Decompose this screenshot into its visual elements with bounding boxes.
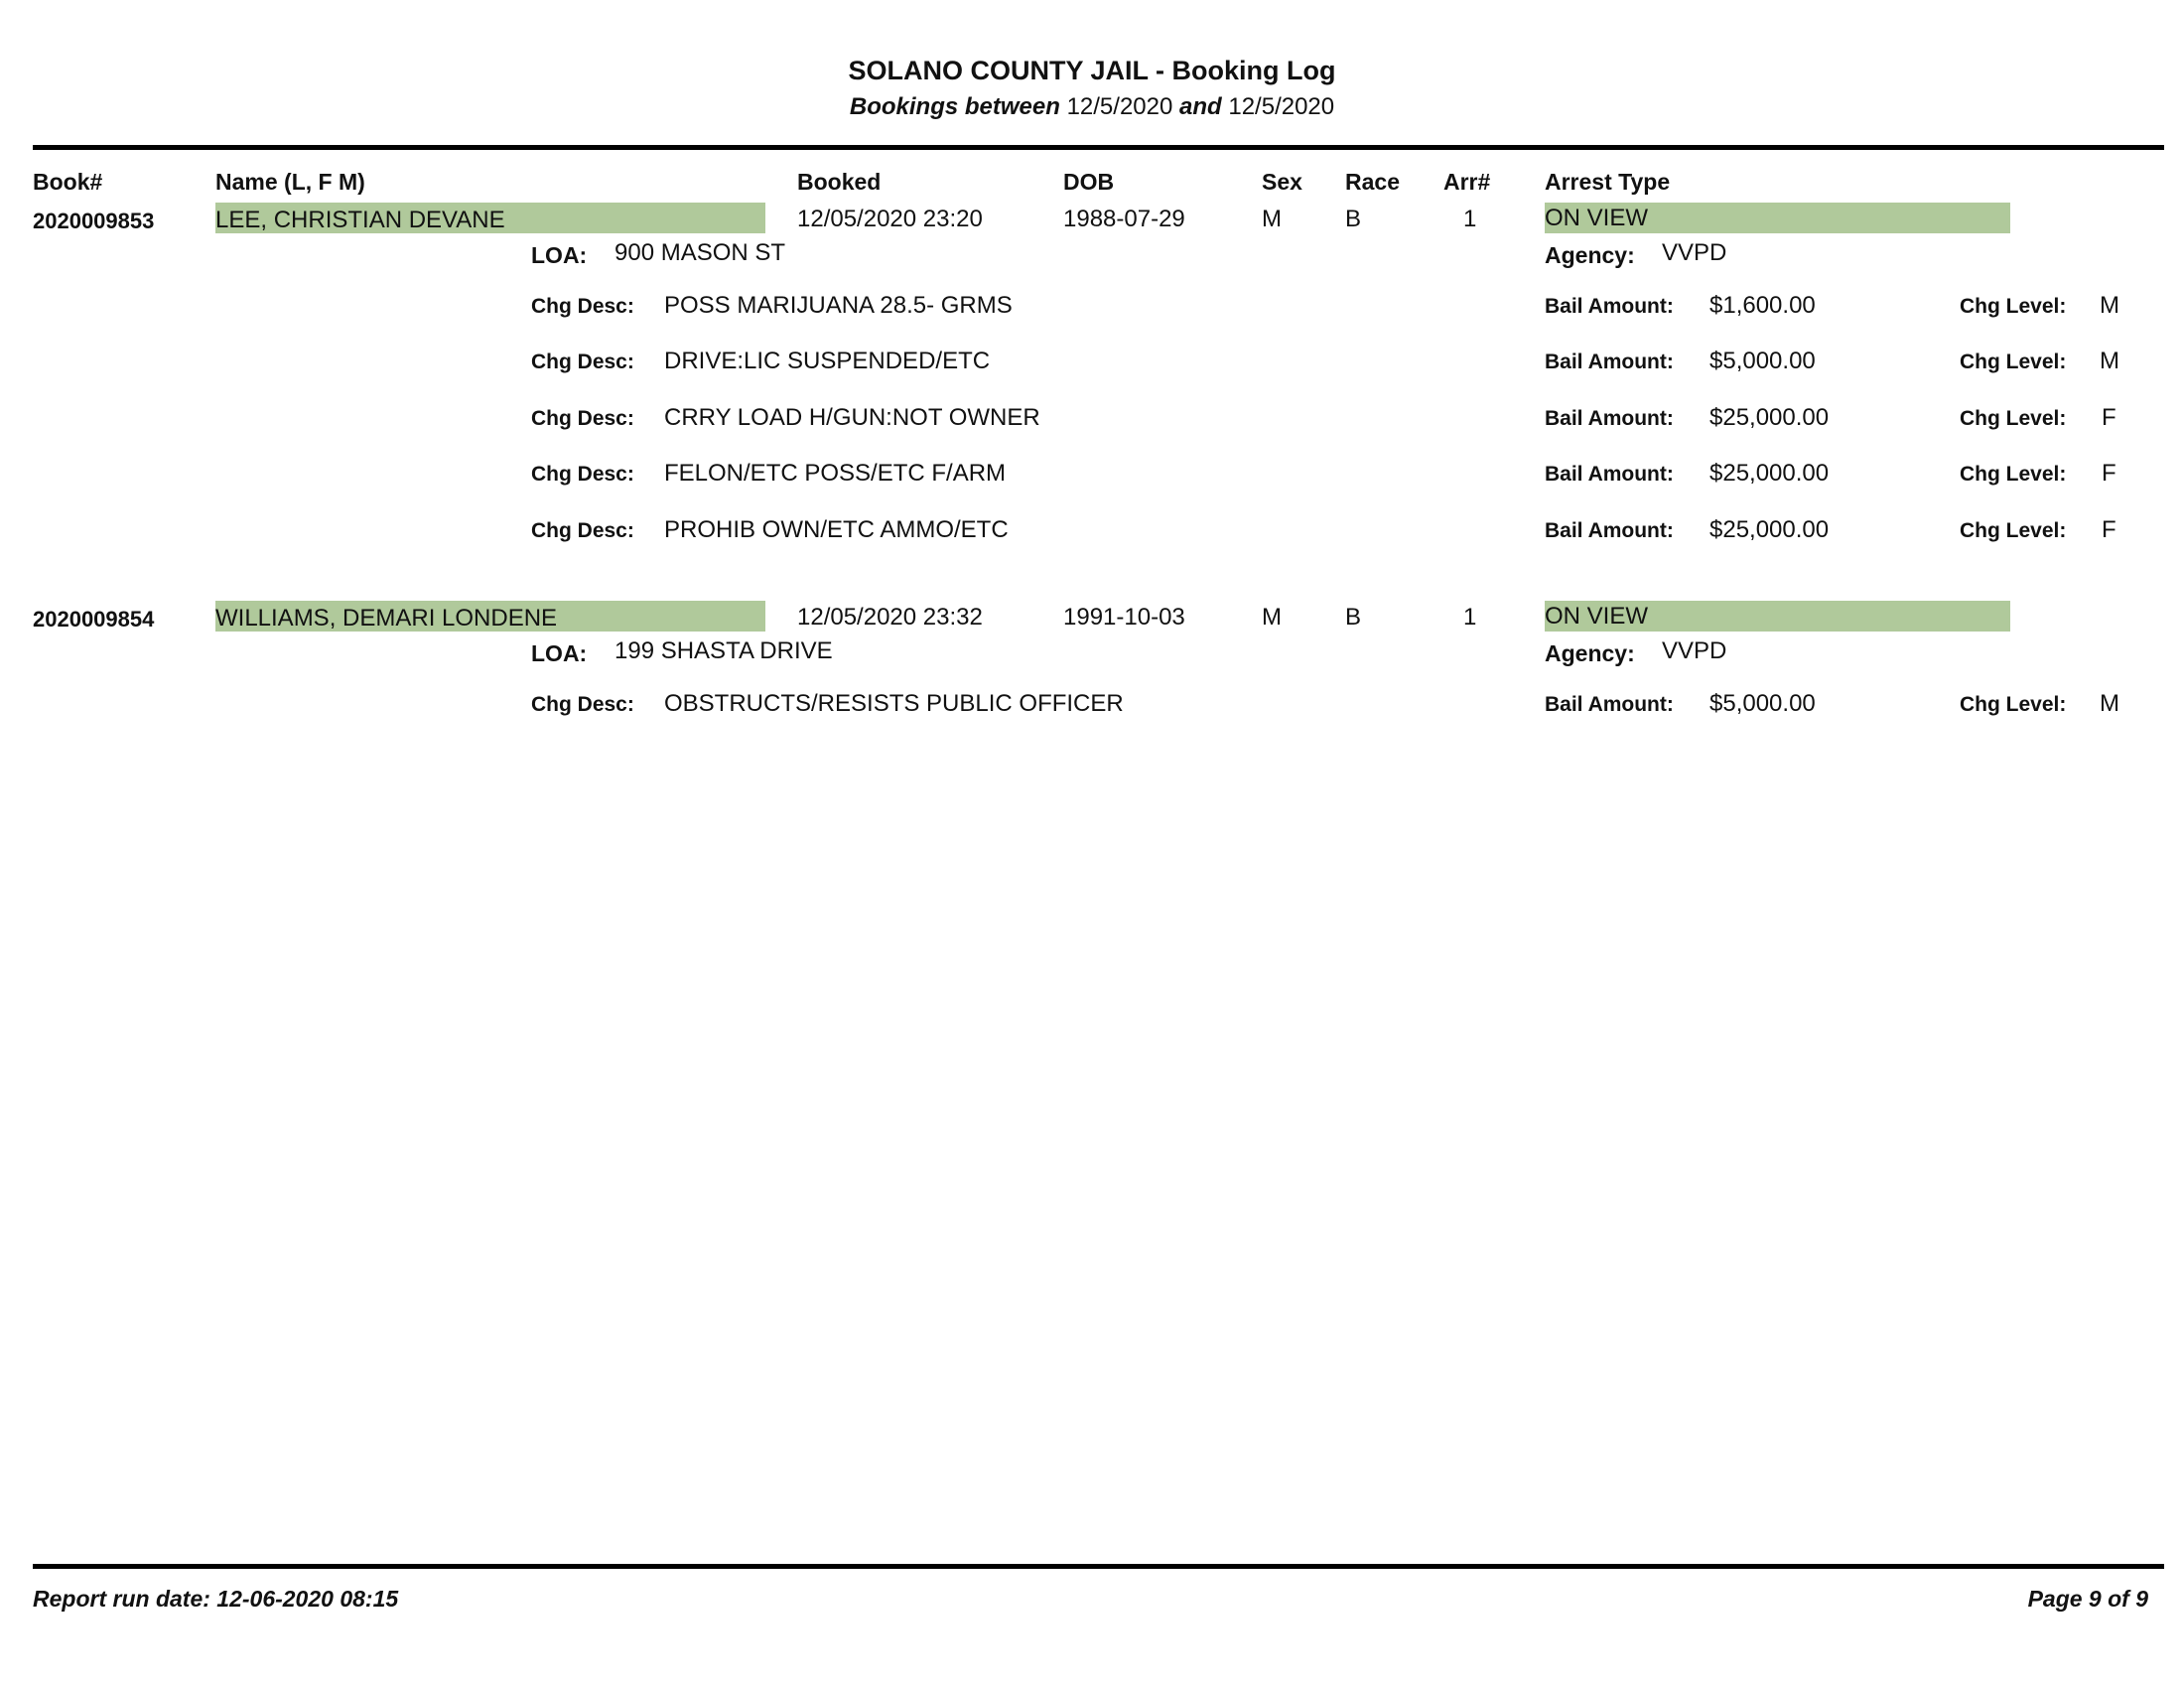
loa-value: 199 SHASTA DRIVE bbox=[614, 637, 833, 664]
chg-desc-label: Chg Desc: bbox=[531, 295, 634, 318]
bail-amount: $5,000.00 bbox=[1709, 690, 1816, 717]
chg-level-label: Chg Level: bbox=[1960, 351, 2067, 373]
bail-amount: $25,000.00 bbox=[1709, 404, 1830, 431]
chg-level: F bbox=[2102, 460, 2116, 487]
subtitle-and: and bbox=[1179, 93, 1222, 120]
chg-level: M bbox=[2100, 292, 2119, 319]
bail-amount: $25,000.00 bbox=[1709, 460, 1830, 487]
col-header-sex: Sex bbox=[1262, 169, 1302, 195]
dob: 1991-10-03 bbox=[1063, 604, 1185, 631]
chg-desc-label: Chg Desc: bbox=[531, 463, 634, 486]
page-number: Page 9 of 9 bbox=[2027, 1586, 2148, 1612]
agency-value: VVPD bbox=[1662, 239, 1727, 266]
dob: 1988-07-29 bbox=[1063, 206, 1185, 232]
agency-value: VVPD bbox=[1662, 637, 1727, 664]
chg-level: F bbox=[2102, 404, 2116, 431]
chg-desc: FELON/ETC POSS/ETC F/ARM bbox=[664, 460, 1007, 487]
loa-label: LOA: bbox=[531, 242, 588, 268]
chg-desc-label: Chg Desc: bbox=[531, 407, 634, 430]
bail-amount-label: Bail Amount: bbox=[1545, 351, 1674, 373]
bail-amount-label: Bail Amount: bbox=[1545, 519, 1674, 542]
race: B bbox=[1345, 206, 1362, 232]
bail-amount-label: Bail Amount: bbox=[1545, 693, 1674, 716]
chg-desc: DRIVE:LIC SUSPENDED/ETC bbox=[664, 348, 991, 374]
col-header-name: Name (L, F M) bbox=[215, 169, 365, 195]
bail-amount: $5,000.00 bbox=[1709, 348, 1816, 374]
subtitle-prefix: Bookings between bbox=[849, 93, 1060, 120]
bail-amount-label: Bail Amount: bbox=[1545, 407, 1674, 430]
report-title: SOLANO COUNTY JAIL - Booking Log bbox=[848, 56, 1336, 85]
chg-level: M bbox=[2100, 348, 2119, 374]
sex: M bbox=[1262, 206, 1282, 232]
inmate-name: WILLIAMS, DEMARI LONDENE bbox=[215, 605, 558, 632]
report-run-date: Report run date: 12-06-2020 08:15 bbox=[33, 1586, 399, 1612]
chg-desc: POSS MARIJUANA 28.5- GRMS bbox=[664, 292, 1013, 319]
chg-level-label: Chg Level: bbox=[1960, 407, 2067, 430]
arrest-type: ON VIEW bbox=[1545, 205, 1649, 231]
agency-label: Agency: bbox=[1545, 640, 1635, 666]
arrest-type: ON VIEW bbox=[1545, 603, 1649, 630]
header-rule bbox=[33, 145, 2164, 150]
col-header-arrest-type: Arrest Type bbox=[1545, 169, 1671, 195]
sex: M bbox=[1262, 604, 1282, 631]
chg-desc-label: Chg Desc: bbox=[531, 693, 634, 716]
date-to: 12/5/2020 bbox=[1228, 93, 1335, 120]
bail-amount: $25,000.00 bbox=[1709, 516, 1830, 543]
chg-level-label: Chg Level: bbox=[1960, 463, 2067, 486]
chg-desc: CRRY LOAD H/GUN:NOT OWNER bbox=[664, 404, 1040, 431]
col-header-booked: Booked bbox=[797, 169, 882, 195]
col-header-race: Race bbox=[1345, 169, 1400, 195]
loa-value: 900 MASON ST bbox=[614, 239, 786, 266]
chg-level: F bbox=[2102, 516, 2116, 543]
report-subtitle bbox=[0, 93, 2184, 121]
inmate-name: LEE, CHRISTIAN DEVANE bbox=[215, 207, 505, 233]
footer-rule bbox=[33, 1564, 2164, 1569]
chg-level-label: Chg Level: bbox=[1960, 295, 2067, 318]
bail-amount-label: Bail Amount: bbox=[1545, 463, 1674, 486]
arrest-number: 1 bbox=[1463, 206, 1477, 232]
chg-desc-label: Chg Desc: bbox=[531, 519, 634, 542]
col-header-arr: Arr# bbox=[1443, 169, 1491, 195]
race: B bbox=[1345, 604, 1362, 631]
booked-datetime: 12/05/2020 23:20 bbox=[797, 206, 983, 232]
agency-label: Agency: bbox=[1545, 242, 1635, 268]
book-number: 2020009853 bbox=[33, 209, 155, 233]
bail-amount: $1,600.00 bbox=[1709, 292, 1816, 319]
book-number: 2020009854 bbox=[33, 607, 155, 632]
chg-desc-label: Chg Desc: bbox=[531, 351, 634, 373]
loa-label: LOA: bbox=[531, 640, 588, 666]
col-header-book: Book# bbox=[33, 169, 103, 195]
col-header-dob: DOB bbox=[1063, 169, 1115, 195]
arrest-number: 1 bbox=[1463, 604, 1477, 631]
booked-datetime: 12/05/2020 23:32 bbox=[797, 604, 983, 631]
chg-desc: PROHIB OWN/ETC AMMO/ETC bbox=[664, 516, 1009, 543]
chg-level-label: Chg Level: bbox=[1960, 519, 2067, 542]
chg-desc: OBSTRUCTS/RESISTS PUBLIC OFFICER bbox=[664, 690, 1124, 717]
chg-level-label: Chg Level: bbox=[1960, 693, 2067, 716]
bail-amount-label: Bail Amount: bbox=[1545, 295, 1674, 318]
chg-level: M bbox=[2100, 690, 2119, 717]
date-from: 12/5/2020 bbox=[1066, 93, 1173, 120]
